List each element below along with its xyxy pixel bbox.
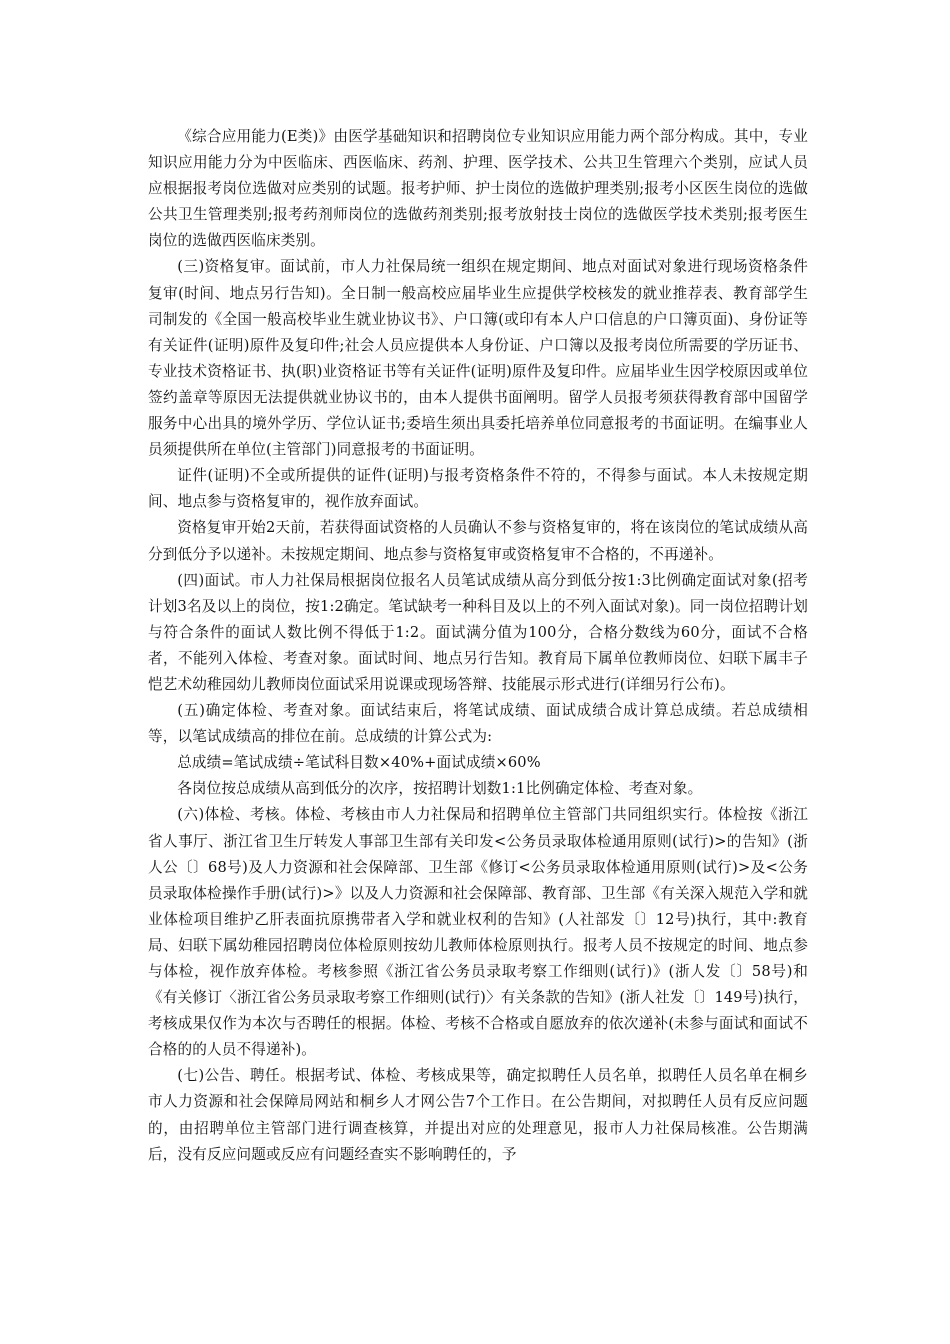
paragraph-missing-documents: 证件(证明)不全或所提供的证件(证明)与报考资格条件不符的，不得参与面试。本人未按规定期间、地点参与资格复审的，视作放弃面试。 [148, 467, 808, 511]
paragraph-score-formula: 总成绩=笔试成绩÷笔试科目数×40%+面试成绩×60% [177, 754, 541, 772]
paragraph-announcement: (七)公告、聘任。根据考试、体检、考核成果等，确定拟聘任人员名单，拟聘任人员名单在桐乡市人力资源和社会保障局网站和桐乡人才网公告7个工作日。在公告期间，对拟聘任人员有反应问题的，由招聘单位主管部门进行调查核算，并提出对应的处理意见，报市人力社保局核准。公告期满后，没有反应问题或反应有问题经查实不影响聘任的，予 [148, 1067, 808, 1163]
paragraph-exam-content: 《综合应用能力(E类)》由医学基础知识和招聘岗位专业知识应用能力两个部分构成。其中，专业知识应用能力分为中医临床、西医临床、药剂、护理、医学技术、公共卫生管理六个类别，应试人员应根据报考岗位选做对应类别的试题。报考护师、护士岗位的选做护理类别;报考小区医生岗位的选做公共卫生管理类别;报考药剂师岗位的选做药剂类别;报考放射技士岗位的选做医学技术类别;报考医生岗位的选做西医临床类别。 [148, 128, 808, 250]
paragraph-medical-exam: (六)体检、考核。体检、考核由市人力社保局和招聘单位主管部门共同组织实行。体检按《浙江省人事厅、浙江省卫生厅转发人事部卫生部有关印发<公务员录取体检通用原则(试行)>的告知》(浙人公〔〕68号)及人力资源和社会保障部、卫生部《修订<公务员录取体检通用原则(试行)>及<公务员录取体检操作手册(试行)>》以及人力资源和社会保障部、教育部、卫生部《有关深入规范入学和就业体检项目维护乙肝表面抗原携带者入学和就业权利的告知》(人社部发〔〕12号)执行，其中:教育局、妇联下属幼稚园招聘岗位体检原则按幼儿教师体检原则执行。报考人员不按规定的时间、地点参与体检，视作放弃体检。考核参照《浙江省公务员录取考察工作细则(试行)》(浙人发〔〕58号)和《有关修订〈浙江省公务员录取考察工作细则(试行)〉有关条款的告知》(浙人社发〔〕149号)执行，考核成果仅作为本次与否聘任的根据。体检、考核不合格或自愿放弃的依次递补(未参与面试和面试不合格的的人员不得递补)。 [148, 806, 808, 1059]
document-body [148, 124, 808, 1168]
paragraph-determine-candidates: (五)确定体检、考查对象。面试结束后，将笔试成绩、面试成绩合成计算总成绩。若总成绩相等，以笔试成绩高的排位在前。总成绩的计算公式为: [148, 702, 808, 746]
paragraph-ranking: 各岗位按总成绩从高到低分的次序，按招聘计划数1:1比例确定体检、考查对象。 [177, 780, 703, 798]
paragraph-qualification-review: (三)资格复审。面试前，市人力社保局统一组织在规定期间、地点对面试对象进行现场资格条件复审(时间、地点另行告知)。全日制一般高校应届毕业生应提供学校核发的就业推荐表、教育部学生司制发的《全国一般高校毕业生就业协议书》、户口簿(或印有本人户口信息的户口簿页面)、身份证等有关证件(证明)原件及复印件;社会人员应提供本人身份证、户口簿以及报考岗位所需要的学历证书、专业技术资格证书、执(职)业资格证书等有关证件(证明)原件及复印件。应届毕业生因学校原因或单位签约盖章等原因无法提供就业协议书的，由本人提供书面阐明。留学人员报考须获得教育部中国留学服务中心出具的境外学历、学位认证书;委培生须出具委托培养单位同意报考的书面证明。在编事业人员须提供所在单位(主管部门)同意报考的书面证明。 [148, 258, 808, 459]
paragraph-substitution: 资格复审开始2天前，若获得面试资格的人员确认不参与资格复审的，将在该岗位的笔试成绩从高分到低分予以递补。未按规定期间、地点参与资格复审或资格复审不合格的，不再递补。 [148, 519, 808, 563]
paragraph-interview: (四)面试。市人力社保局根据岗位报名人员笔试成绩从高分到低分按1:3比例确定面试对象(招考计划3名及以上的岗位，按1:2确定。笔试缺考一种科目及以上的不列入面试对象)。同一岗位招聘计划与符合条件的面试人数比例不得低于1:2。面试满分值为100分，合格分数线为60分，面试不合格者，不能列入体检、考查对象。面试时间、地点另行告知。教育局下属单位教师岗位、妇联下属丰子恺艺术幼稚园幼儿教师岗位面试采用说课或现场答辩、技能展示形式进行(详细另行公布)。 [148, 571, 808, 693]
